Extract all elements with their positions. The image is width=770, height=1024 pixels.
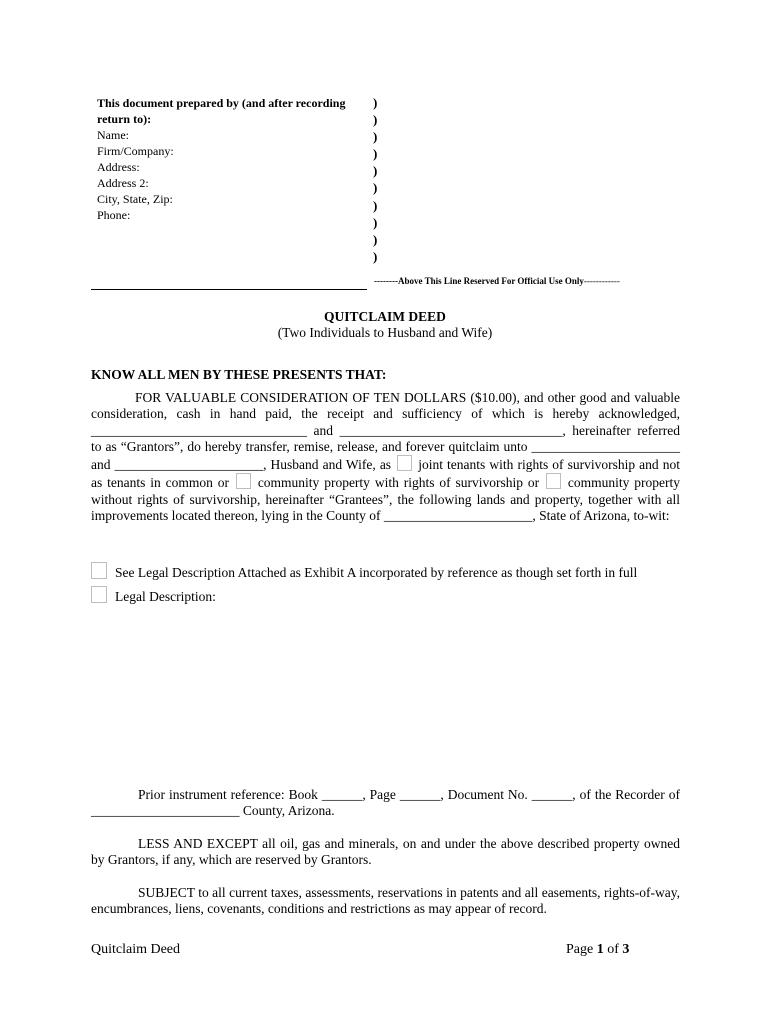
- less-except-paragraph: [91, 836, 680, 869]
- page-prefix: Page: [566, 942, 594, 957]
- less-except-text: LESS AND EXCEPT all oil, gas and minerals, on and under the above described property owned by Grantors, if any, which are reserved by Grantors.: [91, 836, 680, 868]
- page-total: 3: [622, 942, 630, 957]
- preparer-field-firm: Firm/Company:: [97, 144, 174, 158]
- paren: ): [373, 248, 378, 264]
- official-use-tail-dashes: ------------: [583, 276, 620, 286]
- subject-to-text: SUBJECT to all current taxes, assessments, reservations in patents and all easements, rights-of-way, encumbrances, liens, covenants, conditions and restrictions as may appear of record.: [91, 885, 680, 917]
- exhibit-checkbox[interactable]: [91, 562, 107, 579]
- paren: ): [373, 214, 378, 230]
- community-property-survivorship-checkbox[interactable]: [236, 473, 251, 489]
- paren: ): [373, 112, 378, 128]
- footer-document-name: Quitclaim Deed: [91, 942, 181, 957]
- prior-instrument-text: Prior instrument reference: Book ______, Page ______, Document No. ______, of the Recorder of ______________________ County, Arizona.: [91, 787, 680, 819]
- prior-instrument-paragraph: [91, 787, 680, 820]
- paren: ): [373, 146, 378, 162]
- official-use-dashes: --------: [374, 276, 398, 286]
- official-use-label: Above This Line Reserved For Official Use Only: [397, 276, 584, 286]
- preparer-field-phone: Phone:: [97, 208, 131, 222]
- exhibit-option-label: See Legal Description Attached as Exhibit A incorporated by reference as though set forth in full: [115, 565, 638, 580]
- page-current: 1: [596, 942, 604, 957]
- deed-subtitle: (Two Individuals to Husband and Wife): [277, 325, 493, 340]
- preparer-field-address: Address:: [97, 160, 140, 174]
- preparer-field-address2: Address 2:: [97, 176, 149, 190]
- paren: ): [373, 163, 378, 179]
- preparer-block: [97, 95, 367, 223]
- paren: ): [373, 180, 378, 196]
- consideration-paragraph: [91, 390, 680, 524]
- consideration-text-1: FOR VALUABLE CONSIDERATION OF TEN DOLLARS ($10.00), and other good and valuable consideration, cash in hand paid, the receipt and sufficiency of which is hereby acknowledged, ________________________________ and _________________________________, hereinafter referred to as “Grantors”, do hereby transfer, remise, release, and forever quitclaim unto ______________________ and ______________________, Husband and Wife, as: [91, 390, 680, 473]
- joint-tenants-checkbox[interactable]: [397, 455, 412, 471]
- official-use-line: [374, 276, 620, 286]
- paren: ): [373, 231, 378, 247]
- consideration-text-3: community property with rights of survivorship or: [257, 475, 540, 491]
- preparer-field-city-state-zip: City, State, Zip:: [97, 192, 173, 206]
- community-property-no-survivorship-checkbox[interactable]: [546, 473, 561, 489]
- consideration-text-2: joint tenants with rights of survivorship and not as tenants in common or: [91, 457, 680, 491]
- preparer-heading: This document prepared by (and after recording return to):: [97, 96, 346, 126]
- paren-column: [373, 94, 377, 265]
- paren: ): [373, 129, 378, 145]
- consideration-text-4: community property without rights of survivorship, hereinafter “Grantees”, the following lands and property, together with all improvements located thereon, lying in the County of ______________________, State of Arizona, to-wit:: [91, 475, 681, 524]
- preparer-field-name: Name:: [97, 128, 129, 142]
- paren: ): [373, 197, 378, 213]
- page-of: of: [607, 942, 619, 957]
- recording-divider-line: [91, 289, 367, 290]
- legal-description-option: [91, 586, 216, 605]
- know-heading: KNOW ALL MEN BY THESE PRESENTS THAT:: [91, 367, 387, 382]
- legal-description-label: Legal Description:: [115, 589, 216, 604]
- deed-title: QUITCLAIM DEED: [324, 309, 446, 324]
- footer-page-number: [566, 942, 629, 958]
- subject-to-paragraph: [91, 885, 680, 918]
- exhibit-option: [91, 562, 637, 581]
- paren: ): [373, 95, 378, 110]
- legal-description-checkbox[interactable]: [91, 586, 107, 603]
